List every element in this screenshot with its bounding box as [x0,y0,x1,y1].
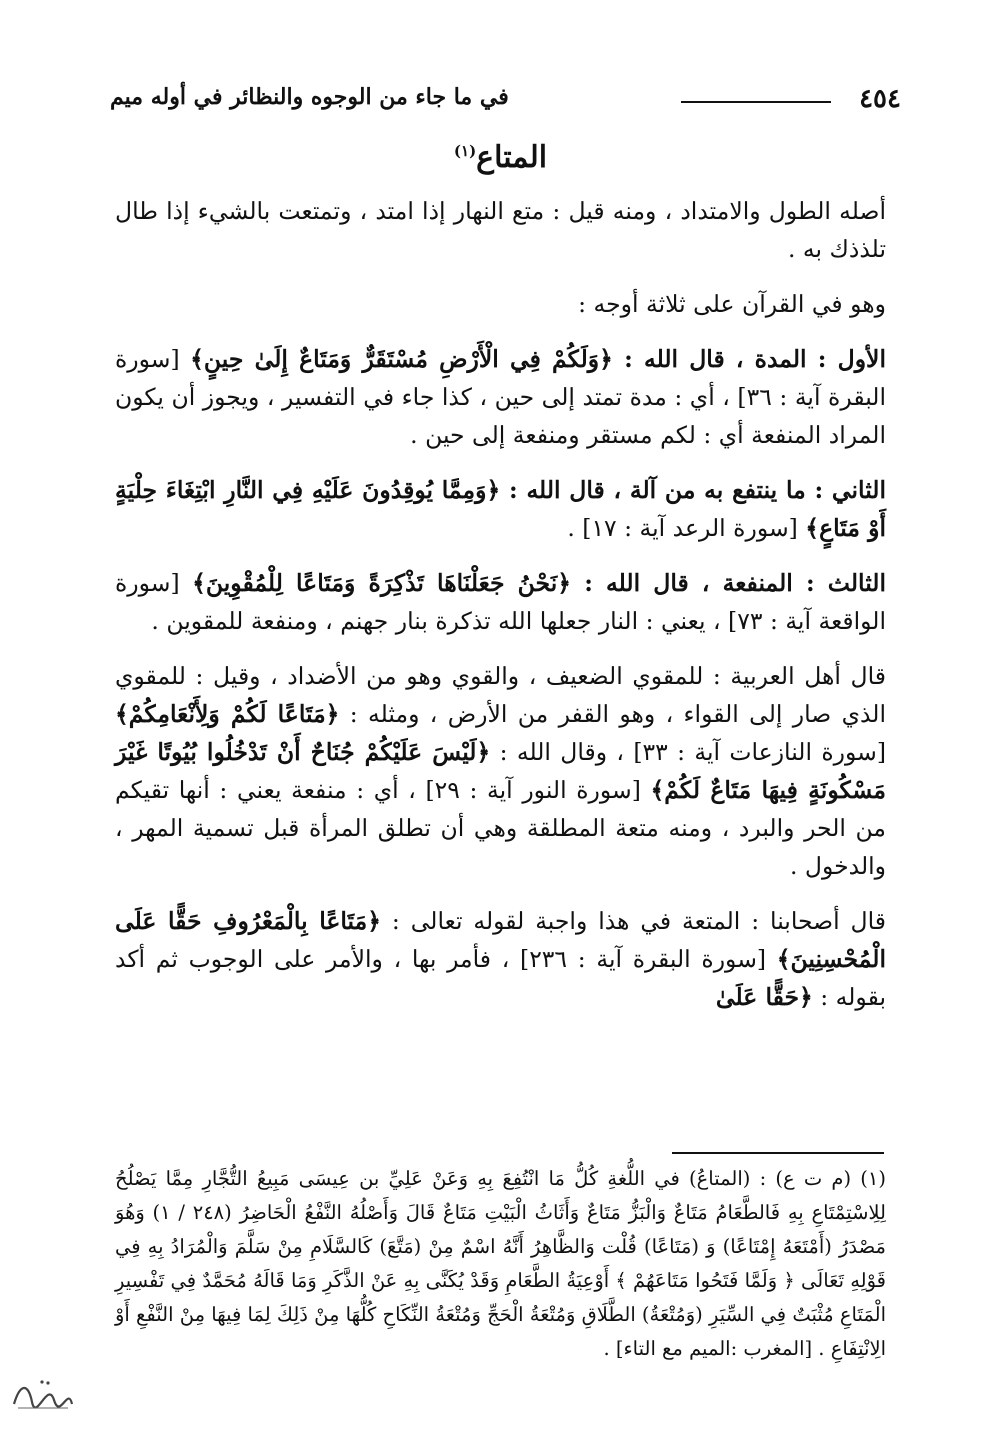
paragraph-meanings-intro: وهو في القرآن على ثلاثة أوجه : [578,290,886,318]
companions-text-a: قال أصحابنا : المتعة في هذا واجبة لقوله تعالى : [381,907,886,935]
paragraph-companions [115,902,886,1016]
first-meaning-text: [سورة البقرة آية : ٣٦] ، أي : مدة تمتد إلى حين ، كذا جاء في التفسير ، ويجوز أن يكون المراد المنفعة أي : لكم مستقر ومنفعة إلى حين . [115,345,886,449]
grammarians-text-a: قال أهل العربية : للمقوي الضعيف ، والقوي وهو من الأضداد ، وقيل : للمقوي الذي صار إلى القواء ، وهو القفر من الأرض ، ومثله : [115,662,886,728]
footnote-rule [672,1152,884,1154]
entry-title-text: المتاع [476,140,548,175]
quran-verse: ﴿وَمِمَّا يُوقِدُونَ عَلَيْهِ فِي النَّارِ ابْتِغَاءَ حِلْيَةٍ أَوْ مَتَاعٍ﴾ [115,476,886,542]
header-rule [681,101,831,103]
second-meaning-lead: الثاني : ما ينتفع به من آلة ، قال الله : [500,476,886,504]
page-header [110,78,901,118]
quran-verse: ﴿وَلَكُمْ فِي الْأَرْضِ مُسْتَقَرٌّ وَمَتَاعٌ إِلَىٰ حِينٍ﴾ [190,345,613,373]
third-meaning-lead: الثالث : المنفعة ، قال الله : [571,569,886,597]
entry-title [0,140,1001,175]
grammarians-text-b: [سورة النازعات آية : ٣٣] ، وقال الله : [490,738,886,766]
quran-verse: ﴿مَتَاعًا بِالْمَعْرُوفِ حَقًّا عَلَى الْمُحْسِنِينَ﴾ [115,907,886,973]
running-title: في ما جاء من الوجوه والنظائر في أوله ميم [110,84,509,110]
footnote: (١) (م ت ع) : (المتاعُ) في اللُّغةِ كُلُّ مَا انْتُفِعَ بِهِ وَعَنْ عَلِيِّ بن عِيسَى مَبِيعُ التُّجَّارِ مِمَّا يَصْلُحُ لِلِاسْتِمْتَاعِ بِهِ فَالطَّعَامُ مَتَاعٌ وَالْبَزُّ مَتَاعٌ وَأَثَاثُ الْبَيْتِ مَتَاعٌ قَالَ وَأَصْلُهُ النَّفْعُ الْحَاضِرُ (٢٤٨ / ١) وَهُوَ مَصْدَرُ (أَمْتَعَهُ إِمْتَاعًا) وَ (مَتَاعًا) قُلْت وَالظَّاهِرُ أَنَّهُ اسْمٌ مِنْ (مَتَّعَ) كَالسَّلَامِ مِنْ سَلَّمَ وَالْمُرَادُ بِهِ فِي قَوْلِهِ تَعَالَى ﴿ وَلَمَّا فَتَحُوا مَتَاعَهُمْ ﴾ أَوْعِيَةُ الطَّعَامِ وَقَدْ يُكَنَّى بِهِ عَنْ الذَّكَرِ وَمَا قَالَهُ مُحَمَّدٌ فِي تَفْسِيرِ الْمَتَاعِ مُثْبَتٌ فِي السِّيَرِ (وَمُتْعَةُ) الطَّلَاقِ وَمُتْعَةُ الْحَجِّ وَمُتْعَةُ النِّكَاحِ كُلُّهَا مِنْ ذَلِكَ لِمَا فِيهَا مِنْ النَّفْعِ أَوْ الِانْتِفَاعِ . [المغرب :الميم مع التاء] . [115,1167,887,1360]
paragraph-grammarians [115,657,886,885]
third-meaning-text: [سورة الواقعة آية : ٧٣] ، يعني : النار جعلها الله تذكرة بنار جهنم ، ومنفعة للمقوين . [115,569,886,635]
quran-verse: ﴿نَحْنُ جَعَلْنَاهَا تَذْكِرَةً وَمَتَاعًا لِلْمُقْوِينَ﴾ [192,569,572,597]
main-text [115,192,886,1033]
quran-verse: ﴿حَقًّا عَلَىٰ [715,983,813,1011]
paragraph-third-meaning [115,564,886,640]
second-meaning-text: [سورة الرعد آية : ١٧] . [567,514,806,542]
paragraph-first-meaning [115,340,886,454]
footnote-mark: (١) [453,142,477,160]
grammarians-text-c: [سورة النور آية : ٢٩] ، أي : منفعة يعني : أنها تقيكم من الحر والبرد ، ومنه متعة المطلقة وهي أن تطلق المرأة قبل تسمية المهر ، والدخول . [115,776,886,880]
library-stamp-logo [8,1374,78,1414]
companions-text-b: [سورة البقرة آية : ٢٣٦] ، فأمر بها ، والأمر على الوجوب ثم أكد بقوله : [115,945,886,1011]
paragraph-origin: أصله الطول والامتداد ، ومنه قيل : متع النهار إذا امتد ، وتمتعت بالشيء إذا طال تلذذك به . [115,197,886,263]
first-meaning-lead: الأول : المدة ، قال الله : [612,345,886,373]
quran-verse: ﴿لَيْسَ عَلَيْكُمْ جُنَاحٌ أَنْ تَدْخُلُوا بُيُوتًا غَيْرَ مَسْكُونَةٍ فِيهَا مَتَاعٌ لَكُمْ﴾ [115,738,886,804]
quran-verse: ﴿مَتَاعًا لَكُمْ وَلِأَنْعَامِكُمْ﴾ [115,700,340,728]
paragraph-second-meaning [115,471,886,547]
page-number: ٤٥٤ [859,84,901,114]
